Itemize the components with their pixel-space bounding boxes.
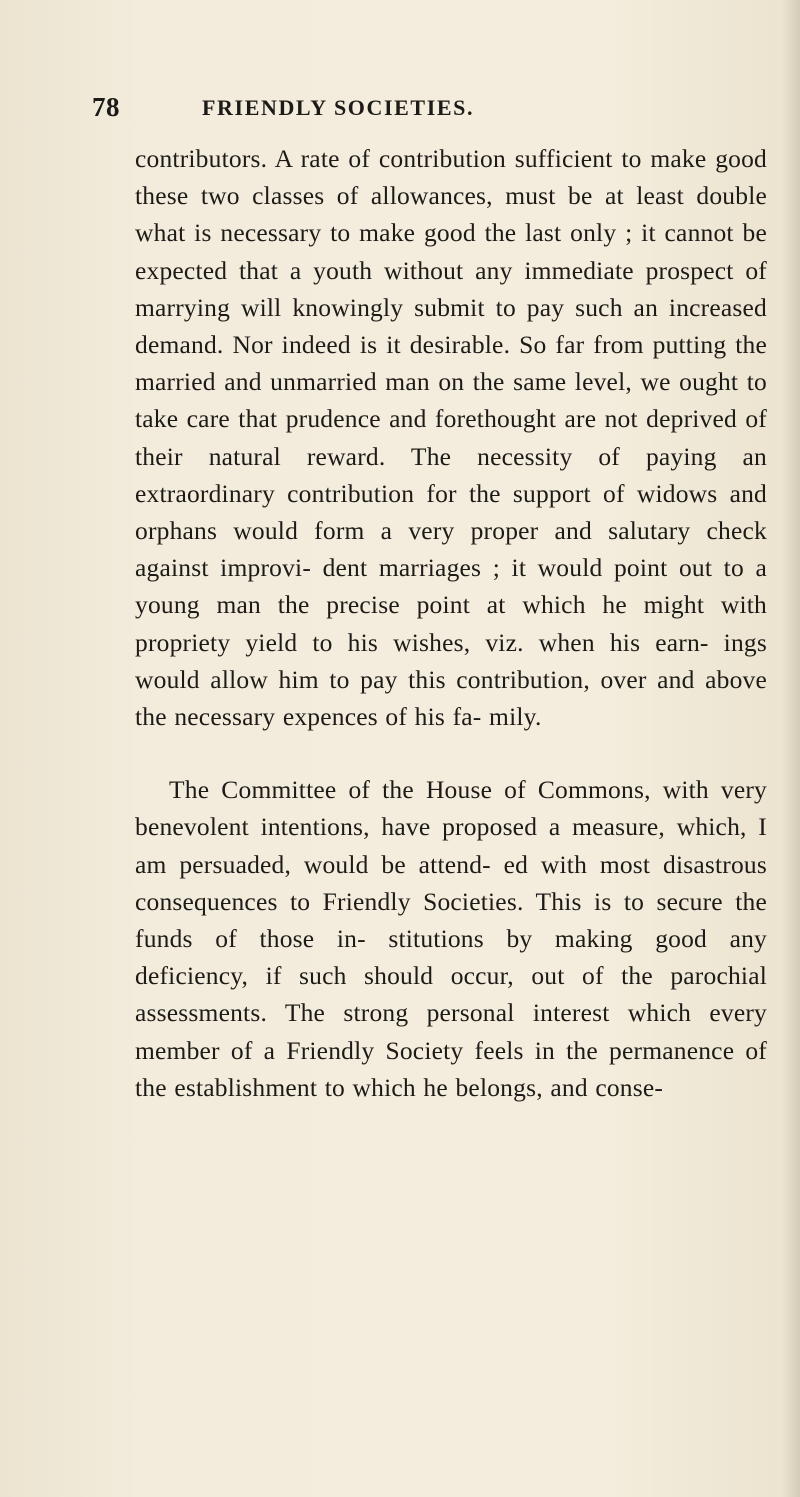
paragraph-1: contributors. A rate of contribution sufficient to make good these two classes of allowances, must be at least double what is necessary to make good the last only ; it cannot be expected that a youth without any immediate prospect of marrying will knowingly submit to pay such an increased demand. Nor indeed is it desirable. So far from putting the married and unmarried man on the same level, we ought to take care that prudence and forethought are not deprived of their natural reward. The necessity of paying an extraordinary contribution for the support of widows and orphans would form a very proper and salutary check against improvi- dent marriages ; it would point out to a young man the precise point at which he might with propriety yield to his wishes, viz. when his earn- ings would allow him to pay this contribution, over and above the necessary expences of his fa- mily. — [135, 144, 767, 732]
paragraph-2: The Committee of the House of Commons, with very benevolent intentions, have proposed a measure, which, I am persuaded, would be attend- ed with most disastrous consequences to Friendly Societies. This is to secure the funds of those in- stitutions by making good any deficiency, if such should occur, out of the parochial assessments. The strong personal interest which every member of a Friendly Society feels in the permanence of the establishment to which he belongs, and conse- — [135, 775, 767, 1102]
page-edge-shadow — [782, 0, 800, 1497]
page-number: 78 — [92, 92, 120, 122]
page-header — [92, 92, 752, 132]
main-text — [135, 140, 767, 1106]
running-title: FRIENDLY SOCIETIES. — [202, 95, 475, 120]
